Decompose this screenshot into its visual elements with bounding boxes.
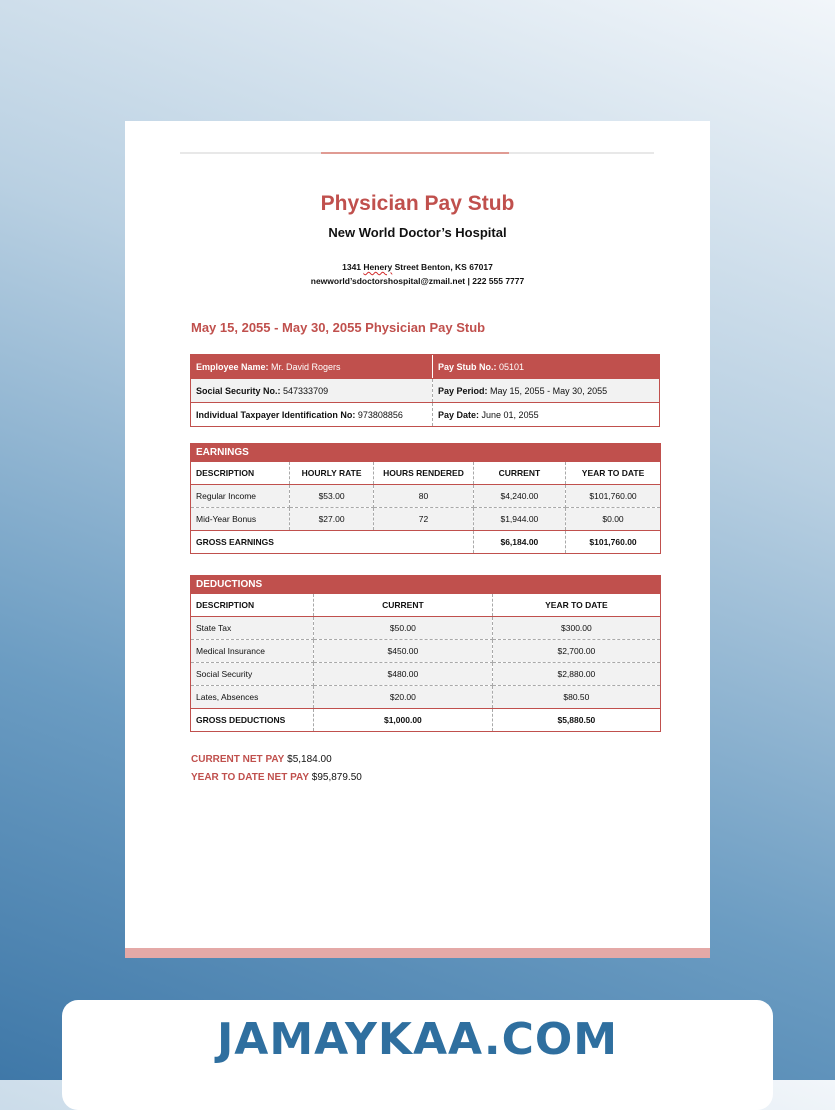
earnings-section — [190, 443, 661, 554]
ytd-net-pay — [191, 772, 362, 783]
gross-earnings-row — [191, 531, 660, 554]
table-row — [191, 686, 660, 709]
column-header: HOURLY RATE — [289, 462, 373, 485]
pay-date-label: Pay Date: — [438, 409, 480, 420]
table-cell: $50.00 — [314, 617, 493, 640]
gross-deductions-current: $1,000.00 — [314, 709, 493, 732]
pay-period-label: Pay Period: — [438, 385, 488, 396]
earnings-table — [191, 462, 660, 553]
top-divider-accent — [321, 152, 509, 154]
current-net-pay-value: $5,184.00 — [284, 754, 332, 765]
pay-date-cell — [433, 403, 660, 427]
table-cell: $450.00 — [314, 640, 493, 663]
pay-stub-no-label: Pay Stub No.: — [438, 361, 497, 372]
table-cell: Medical Insurance — [191, 640, 314, 663]
address-street: Henery — [363, 262, 393, 272]
gross-earnings-label: GROSS EARNINGS — [191, 531, 473, 554]
table-row — [191, 508, 660, 531]
ytd-net-pay-label: YEAR TO DATE NET PAY — [191, 772, 309, 783]
itin-value: 973808856 — [355, 409, 403, 420]
pay-stub-page — [125, 121, 710, 958]
gross-earnings-ytd: $101,760.00 — [566, 531, 660, 554]
table-cell: $4,240.00 — [473, 485, 565, 508]
ssn-value: 547333709 — [280, 385, 329, 396]
pay-period-value: May 15, 2055 - May 30, 2055 — [487, 385, 608, 396]
gross-earnings-current: $6,184.00 — [473, 531, 565, 554]
deductions-title: DEDUCTIONS — [191, 576, 660, 598]
table-cell: Regular Income — [191, 485, 289, 508]
pay-period-heading: May 15, 2055 - May 30, 2055 Physician Pay Stub — [191, 320, 486, 335]
current-net-pay-label: CURRENT NET PAY — [191, 754, 285, 765]
employee-name-value: Mr. David Rogers — [268, 361, 341, 372]
table-cell: $2,700.00 — [492, 640, 660, 663]
gross-deductions-row — [191, 709, 660, 732]
column-header: DESCRIPTION — [191, 462, 289, 485]
pay-stub-no-cell — [433, 355, 660, 379]
pay-date-value: June 01, 2055 — [479, 409, 539, 420]
table-cell: $27.00 — [289, 508, 373, 531]
address-prefix: 1341 — [342, 262, 364, 272]
column-header: YEAR TO DATE — [492, 594, 660, 617]
column-header: CURRENT — [314, 594, 493, 617]
document-title: Physician Pay Stub — [320, 192, 515, 215]
gross-deductions-ytd: $5,880.50 — [492, 709, 660, 732]
pay-period-cell — [433, 379, 660, 403]
itin-label: Individual Taxpayer Identification No: — [196, 409, 356, 420]
earnings-header-row — [191, 462, 660, 485]
pay-stub-no-value: 05101 — [496, 361, 525, 372]
table-cell: 72 — [374, 508, 473, 531]
address-suffix: Street Benton, KS 67017 — [392, 262, 493, 272]
itin-cell — [191, 403, 433, 427]
table-cell: $0.00 — [566, 508, 660, 531]
gross-deductions-label: GROSS DEDUCTIONS — [191, 709, 314, 732]
ytd-net-pay-value: $95,879.50 — [308, 772, 362, 783]
column-header: YEAR TO DATE — [566, 462, 660, 485]
table-cell: $480.00 — [314, 663, 493, 686]
earnings-title: EARNINGS — [191, 444, 660, 466]
employee-info-row — [191, 403, 660, 427]
table-row — [191, 485, 660, 508]
table-cell: $1,944.00 — [473, 508, 565, 531]
employee-name-label: Employee Name: — [196, 361, 269, 372]
column-header: HOURS RENDERED — [374, 462, 473, 485]
ssn-cell — [191, 379, 433, 403]
current-net-pay — [191, 754, 332, 765]
table-cell: $20.00 — [314, 686, 493, 709]
employee-info-table — [190, 354, 660, 427]
employee-info-row — [191, 355, 660, 379]
table-row — [191, 617, 660, 640]
table-row — [191, 640, 660, 663]
column-header: CURRENT — [473, 462, 565, 485]
employee-info-row — [191, 379, 660, 403]
table-cell: Social Security — [191, 663, 314, 686]
table-cell: $300.00 — [492, 617, 660, 640]
table-cell: Lates, Absences — [191, 686, 314, 709]
brand-watermark: JAMAYKAA.COM — [216, 1014, 619, 1065]
hospital-contact: newworld’sdoctorshospital@zmail.net | 222 555 7777 — [310, 276, 525, 286]
table-cell: $2,880.00 — [492, 663, 660, 686]
footer-banner — [62, 1000, 773, 1110]
table-cell: $80.50 — [492, 686, 660, 709]
table-cell: $101,760.00 — [566, 485, 660, 508]
table-cell: 80 — [374, 485, 473, 508]
page-bottom-band — [125, 948, 710, 958]
table-cell: $53.00 — [289, 485, 373, 508]
table-cell: State Tax — [191, 617, 314, 640]
table-row — [191, 663, 660, 686]
deductions-table — [191, 594, 660, 731]
hospital-address — [125, 262, 710, 272]
column-header: DESCRIPTION — [191, 594, 314, 617]
deductions-section — [190, 575, 661, 732]
ssn-label: Social Security No.: — [196, 385, 281, 396]
employee-name-cell — [191, 355, 433, 379]
hospital-name: New World Doctor’s Hospital — [328, 225, 507, 240]
deductions-header-row — [191, 594, 660, 617]
table-cell: Mid-Year Bonus — [191, 508, 289, 531]
